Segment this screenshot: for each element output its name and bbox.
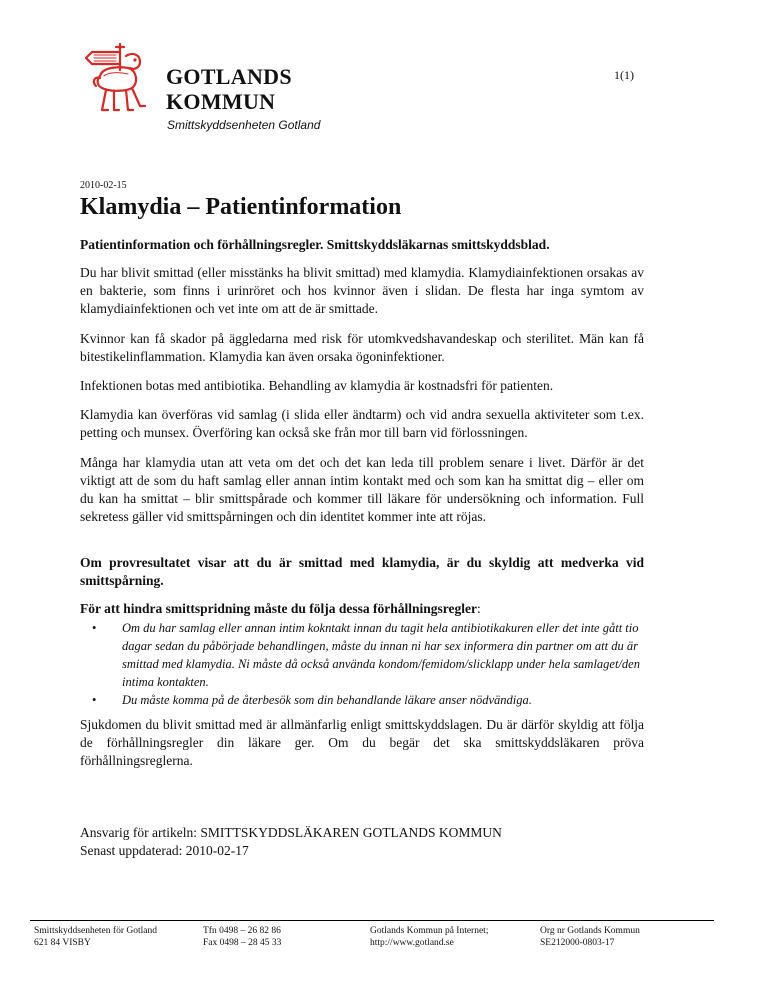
- rule-text: Om du har samlag eller annan intim kokntakt innan du tagit hela antibiotikakuren eller det inte gått tio dagar sedan du påbörjade behandlingen, måste du innan ni har sex informera din partner om att du är smittad med klamydia. Ni måste då också använda kondom/femidom/slicklapp under hela samlaget/den intima kontakten.: [122, 621, 640, 689]
- footer-fax: Fax 0498 – 28 45 33: [203, 938, 282, 948]
- paragraph-1: Du har blivit smittad (eller misstänks ha blivit smittad) med klamydia. Klamydiainfektionen orsakas av en bakterie, som finns i urinröret och hos kvinnor även i slidan. De flesta har inga symtom av klamydiainfektionen och vet inte om att de är smittade.: [80, 265, 644, 316]
- paragraph-bold-obligation: Om provresultatet visar att du är smittad med klamydia, är du skyldig att medverka vid smittspårning.: [80, 555, 644, 588]
- paragraph-5: Många har klamydia utan att veta om det och det kan leda till problem senare i livet. Därför är det viktigt att de som du haft samlag eller annan intim kontakt med och som kan ha smittat dig – eller om du kan ha smittat – blir smittspårade och kommer till läkare för undersökning och information. Full sekretess gäller vid smittspårningen och din identitet kommer inte att röjas.: [80, 455, 644, 524]
- footer-org-value: SE212000-0803-17: [540, 938, 615, 948]
- signature-block: [80, 824, 502, 860]
- footer-org-number: [540, 925, 640, 949]
- footer-web: [370, 925, 488, 949]
- paragraph-2: Kvinnor kan få skador på äggledarna med risk för utomkvedshavandeskap och sterilitet. Män kan få bitestikelinflammation. Klamydia kan även orsaka ögoninfektioner.: [80, 331, 644, 364]
- footer-web-label: Gotlands Kommun på Internet;: [370, 926, 489, 936]
- org-name-line1: GOTLANDS: [166, 64, 292, 89]
- paragraph-7: Sjukdomen du blivit smittad med är allmänfarlig enligt smittskyddslagen. Du är därför skyldig att följa de förhållningsregler din läkare ger. Om du begär det ska smittskyddsläkaren pröva förhållningsreglerna.: [80, 717, 644, 768]
- list-item: [92, 619, 644, 691]
- org-name-line2: KOMMUN: [166, 89, 276, 114]
- footer-unit: Smittskyddsenheten för Gotland: [34, 926, 157, 936]
- rules-heading: [80, 600, 644, 618]
- rule-text: Du måste komma på de återbesök som din behandlande läkare anser nödvändiga.: [122, 693, 532, 707]
- document-date: 2010-02-15: [80, 180, 127, 191]
- bullet-icon: •: [92, 621, 97, 635]
- footer-address: [34, 925, 157, 949]
- paragraph-4: Klamydia kan överföras vid samlag (i slida eller ändtarm) och vid andra sexuella aktiviteter som t.ex. petting och munsex. Överföring kan också ske från mor till barn vid förlossningen.: [80, 407, 644, 440]
- rules-list: [92, 619, 644, 709]
- footer-phone: [203, 925, 281, 949]
- footer-org-label: Org nr Gotlands Kommun: [540, 926, 640, 936]
- updated-line: Senast uppdaterad: 2010-02-17: [80, 843, 249, 858]
- footer-tel: Tfn 0498 – 26 82 86: [203, 926, 281, 936]
- footer-divider: [30, 920, 714, 921]
- footer-city: 621 84 VISBY: [34, 938, 91, 948]
- intro-paragraph: Patientinformation och förhållningsregler. Smittskyddsläkarnas smittskyddsblad.: [80, 237, 550, 252]
- unit-name: Smittskyddsenheten Gotland: [167, 118, 321, 132]
- bullet-icon: •: [92, 693, 97, 707]
- rules-heading-text: För att hindra smittspridning måste du följa dessa förhållningsregler: [80, 601, 478, 616]
- responsible-line: Ansvarig för artikeln: SMITTSKYDDSLÄKAREN GOTLANDS KOMMUN: [80, 825, 502, 840]
- rules-heading-colon: :: [477, 601, 481, 616]
- organization-name: [166, 64, 292, 114]
- footer-web-link[interactable]: http://www.gotland.se: [370, 938, 454, 948]
- page-number: 1(1): [614, 68, 634, 82]
- gotland-ram-logo: [80, 40, 150, 116]
- list-item: [92, 691, 644, 709]
- page-title: Klamydia – Patientinformation: [80, 194, 402, 220]
- paragraph-3: Infektionen botas med antibiotika. Behandling av klamydia är kostnadsfri för patienten.: [80, 378, 554, 393]
